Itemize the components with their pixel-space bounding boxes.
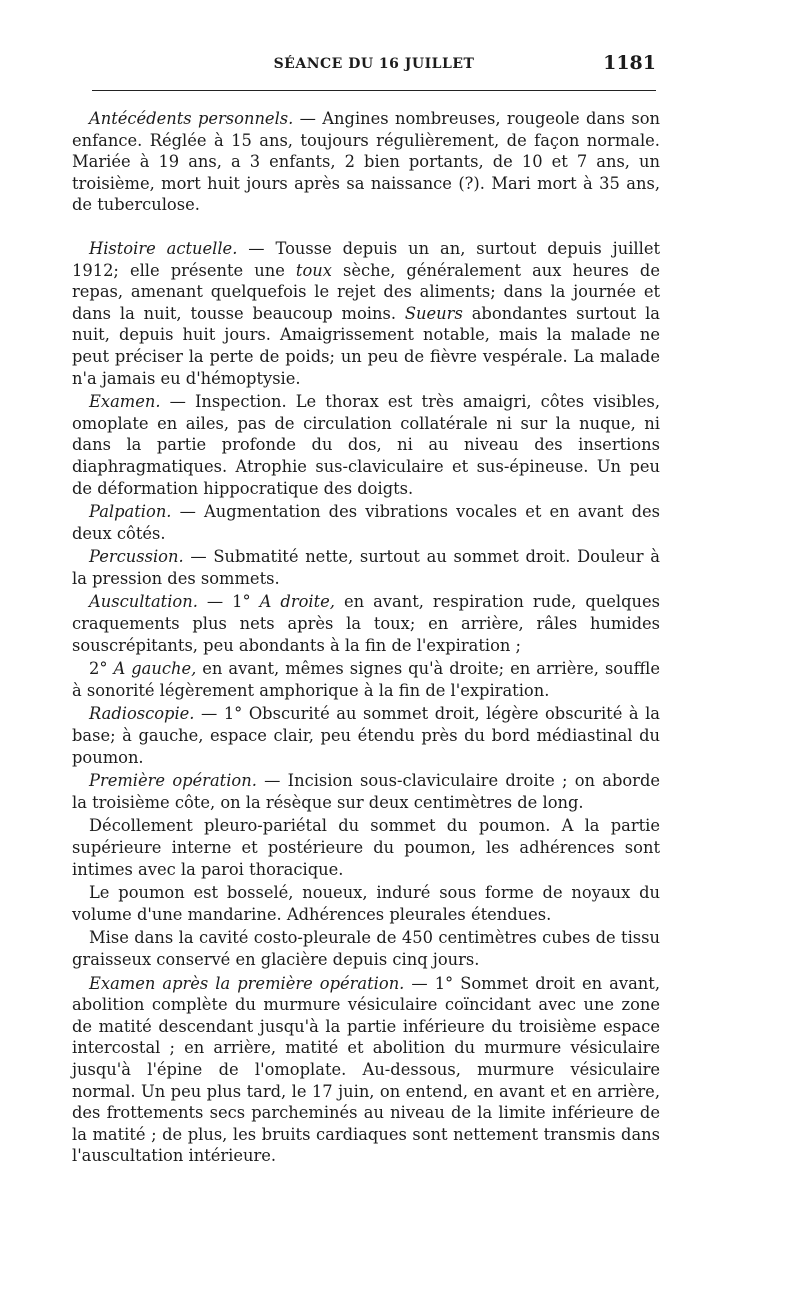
paragraph-antecedents xyxy=(72,108,660,216)
paragraph-text: en avant, mêmes signes qu'à droite; en arrière, souffle à sonorité légèrement amphorique à la fin de l'expiration. xyxy=(72,659,661,700)
emphasis-text: A droite, xyxy=(259,592,335,612)
paragraph-lead: Auscultation. xyxy=(89,592,198,612)
paragraph-text: sèche, généralement aux heures de repas, amenant quelquefois le rejet des aliments; dans la journée et dans la nuit, tousse beaucoup moins. xyxy=(72,260,660,323)
paragraph-lead: Examen. xyxy=(89,392,161,412)
paragraph-text: Décollement pleuro-pariétal du sommet du poumon. A la partie supérieure interne et postérieure du poumon, les adhérences sont intimes avec la paroi thoracique. xyxy=(72,816,660,879)
paragraph-text: — 1° xyxy=(197,592,260,612)
paragraph-text: abondantes surtout la nuit, depuis huit jours. Amaigrissement notable, mais la malade ne peut préciser la perte de poids; un peu de fièvre vespérale. La malade n'a jamais eu d'hémoptysie. xyxy=(72,303,660,388)
paragraph-palpation xyxy=(72,501,660,544)
paragraph-lead: Histoire actuelle. xyxy=(89,238,238,258)
paragraph-lead: Antécédents personnels. xyxy=(89,109,294,128)
paragraph-auscultation xyxy=(72,591,660,656)
paragraph-text: Mise dans la cavité costo-pleurale de 450 centimètres cubes de tissu graisseux conservé en glacière depuis cinq jours. xyxy=(72,928,660,969)
paragraph-text: — Submatité nette, surtout au sommet droit. Douleur à la pression des sommets. xyxy=(72,547,660,588)
running-title: SÉANCE DU 16 JUILLET xyxy=(273,56,475,72)
paragraph-lead: Radioscopie. xyxy=(89,704,195,724)
paragraph-poumon xyxy=(72,882,660,925)
paragraph-text: — Augmentation des vibrations vocales et en avant des deux côtés. xyxy=(72,502,660,543)
paragraph-premiere-operation xyxy=(72,770,660,813)
paragraph-text: 2° xyxy=(89,659,114,679)
paragraph-text: — 1° Obscurité au sommet droit, légère obscurité à la base; à gauche, espace clair, peu étendu près du bord médiastinal du poumon. xyxy=(72,704,660,767)
paragraph-text: — Angines nombreuses, rougeole dans son enfance. Réglée à 15 ans, toujours régulièrement, de façon normale. Mariée à 19 ans, a 3 enfants, 2 bien portants, de 10 et 7 ans, un troisième, mort huit jours après sa naissance (?). Mari mort à 35 ans, de tuberculose. xyxy=(72,109,660,215)
paragraph-examen-apres xyxy=(72,973,660,1167)
paragraph-text: — Incision sous-claviculaire droite ; on aborde la troisième côte, on la résèque sur deux centimètres de long. xyxy=(72,771,661,812)
paragraph-percussion xyxy=(72,546,660,589)
emphasis-text: toux xyxy=(295,260,332,280)
paragraph-radioscopie xyxy=(72,703,660,768)
paragraph-lead: Première opération. xyxy=(89,771,257,791)
emphasis-text: Sueurs xyxy=(404,303,463,323)
paragraph-decollement xyxy=(72,815,660,880)
paragraph-text: — 1° Sommet droit en avant, abolition complète du murmure vésiculaire coïncidant avec une zone de matité descendant jusqu'à la partie inférieure du troisième espace intercostal ; en arrière, matité et abolition du murmure vésiculaire jusqu'à l'épine de l'omoplate. Au-dessous, murmure vésiculaire normal. Un peu plus tard, le 17 juin, on entend, en avant et en arrière, des frottements secs parcheminés au niveau de la limite inférieure de la matité ; de plus, les bruits cardiaques sont nettement transmis dans l'auscultation intérieure. xyxy=(72,973,660,1166)
page-number: 1181 xyxy=(603,52,656,74)
header-rule xyxy=(92,90,656,91)
paragraph-text: — Inspection. Le thorax est très amaigri, côtes visibles, omoplate en ailes, pas de circulation collatérale ni sur la nuque, ni dans la partie profonde du dos, ni au niveau des insertions diaphragmatiques. Atrophie sus-claviculaire et sus-épineuse. Un peu de déformation hippocratique des doigts. xyxy=(72,392,660,498)
paragraph-lead: Percussion. xyxy=(89,547,184,567)
paragraph-text: Le poumon est bosselé, noueux, induré sous forme de noyaux du volume d'une mandarine. Adhérences pleurales étendues. xyxy=(72,883,660,924)
paragraph-lead: Palpation. xyxy=(89,502,172,522)
paragraph-histoire xyxy=(72,238,660,389)
paragraph-text: en avant, respiration rude, quelques craquements plus nets après la toux; en arrière, râles humides souscrépitants, peu abondants à la fin de l'expiration ; xyxy=(72,592,660,655)
paragraph-lead: Examen après la première opération. xyxy=(89,973,405,993)
emphasis-text: A gauche, xyxy=(113,659,197,679)
paragraph-text: — Tousse depuis un an, surtout depuis juillet 1912; elle présente une xyxy=(72,238,660,280)
running-header xyxy=(92,52,656,80)
paragraph-examen xyxy=(72,391,660,499)
body-text xyxy=(72,108,660,1167)
paragraph-auscultation-left xyxy=(72,658,660,701)
paragraph-mise xyxy=(72,927,660,970)
